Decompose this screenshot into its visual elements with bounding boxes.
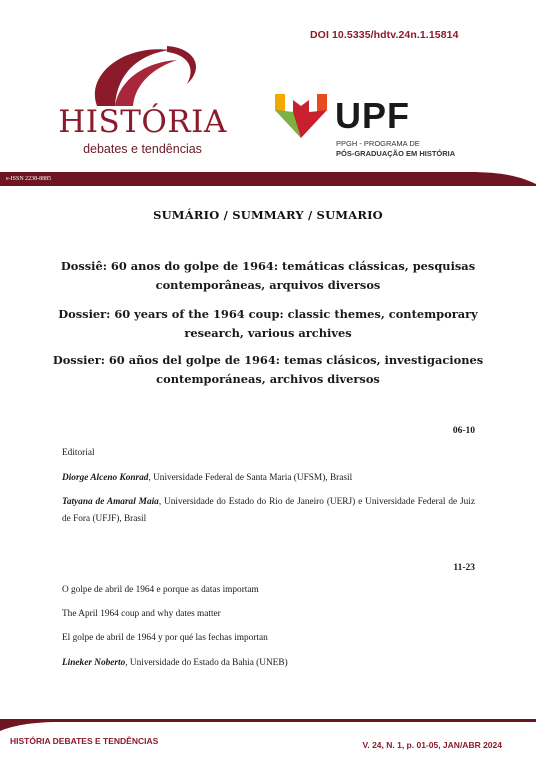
issn-label: e-ISSN 2238-8885: [6, 176, 52, 182]
footer-journal-name: HISTÓRIA DEBATES E TENDÊNCIAS: [10, 736, 159, 746]
dossier-title-es: Dossier: 60 años del golpe de 1964: temas clásicos, investigaciones contemporáneas, archivos diversos: [52, 353, 484, 386]
author-affiliation: , Universidade Federal de Santa Maria (UFSM), Brasil: [148, 473, 353, 483]
entry-author: [62, 655, 475, 672]
journal-logo-title: HISTÓRIA: [58, 104, 227, 140]
journal-logo: [55, 44, 230, 162]
dossier-title-pt: Dossiê: 60 anos do golpe de 1964: temáticas clássicas, pesquisas contemporâneas, arquivos diversos: [60, 259, 476, 292]
page-title: SUMÁRIO / SUMMARY / SUMARIO: [153, 208, 383, 222]
journal-logo-subtitle: debates e tendências: [83, 142, 202, 156]
upf-logo-name: UPF: [335, 95, 410, 136]
header-band: [0, 172, 536, 186]
author-name: Lineker Noberto: [62, 658, 126, 668]
footer-band: [0, 719, 536, 731]
entry-author: [62, 470, 475, 487]
entry-pages: 11-23: [453, 563, 475, 573]
entry-title[interactable]: Editorial: [62, 448, 95, 458]
upf-subtitle-line-1: PPGH - PROGRAMA DE: [336, 139, 420, 148]
entry-author: [62, 494, 475, 528]
dossier-title-en: Dossier: 60 years of the 1964 coup: classic themes, contemporary research, various archives: [58, 307, 478, 340]
footer-issue-info: V. 24, N. 1, p. 01-05, JAN/ABR 2024: [362, 740, 502, 750]
doi-label: DOI 10.5335/hdtv.24n.1.15814: [310, 29, 459, 41]
upf-logo-icon: [275, 94, 327, 138]
entry-title-en[interactable]: The April 1964 coup and why dates matter: [62, 609, 221, 619]
author-name: Diorge Alceno Konrad: [62, 473, 149, 483]
entry-title-pt[interactable]: O golpe de abril de 1964 e porque as datas importam: [62, 585, 259, 595]
upf-subtitle-line-2: PÓS-GRADUAÇÃO EM HISTÓRIA: [336, 148, 456, 158]
author-name: Tatyana de Amaral Maia: [62, 497, 159, 507]
author-affiliation: , Universidade do Estado do Rio de Janeiro (UERJ) e Universidade Federal de Juiz de Fora (UFJF), Brasil: [62, 497, 476, 524]
entry-pages: 06-10: [452, 426, 475, 436]
upf-logo-subtitle: [336, 139, 455, 158]
entry-title-es[interactable]: El golpe de abril de 1964 y por qué las fechas importan: [62, 633, 268, 643]
author-affiliation: , Universidade do Estado da Bahia (UNEB): [125, 658, 288, 668]
